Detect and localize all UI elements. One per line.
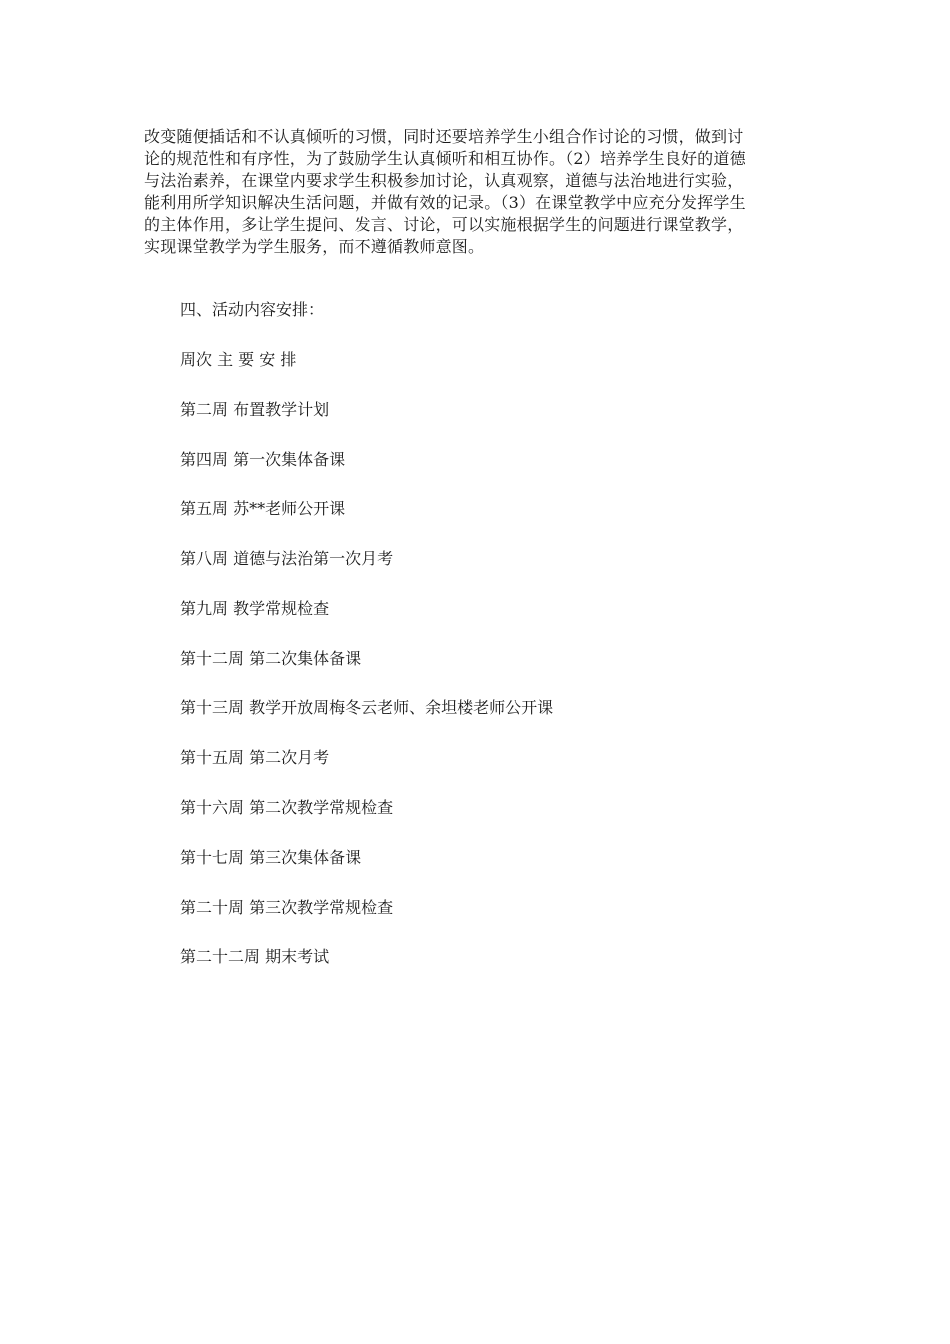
schedule-row: 第二十周 第三次教学常规检查 (180, 898, 394, 917)
schedule-row: 第十五周 第二次月考 (180, 748, 330, 767)
schedule-row: 第十三周 教学开放周梅冬云老师、余坦楼老师公开课 (180, 698, 554, 717)
schedule-row: 第九周 教学常规检查 (180, 599, 330, 618)
paragraph-line: 改变随便插话和不认真倾听的习惯，同时还要培养学生小组合作讨论的习惯，做到讨 (144, 127, 744, 146)
schedule-row: 第十二周 第二次集体备课 (180, 649, 362, 668)
schedule-row: 第五周 苏**老师公开课 (180, 499, 346, 518)
paragraph-line: 论的规范性和有序性，为了鼓励学生认真倾听和相互协作。（2）培养学生良好的道德 (144, 149, 746, 168)
paragraph-line: 的主体作用，多让学生提问、发言、讨论，可以实施根据学生的问题进行课堂教学， (144, 215, 744, 234)
paragraph-line: 与法治素养，在课堂内要求学生积极参加讨论，认真观察，道德与法治地进行实验， (144, 171, 744, 190)
section-heading: 四、活动内容安排： (180, 300, 325, 319)
paragraph-line: 实现课堂教学为学生服务，而不遵循教师意图。 (144, 237, 485, 256)
schedule-row: 第二十二周 期末考试 (180, 947, 330, 966)
schedule-header: 周次 主 要 安 排 (180, 350, 297, 369)
schedule-row: 第十七周 第三次集体备课 (180, 848, 362, 867)
schedule-row: 第十六周 第二次教学常规检查 (180, 798, 394, 817)
schedule-row: 第二周 布置教学计划 (180, 400, 330, 419)
schedule-row: 第八周 道德与法治第一次月考 (180, 549, 394, 568)
paragraph-line: 能利用所学知识解决生活问题，并做有效的记录。（3）在课堂教学中应充分发挥学生 (144, 193, 746, 212)
schedule-row: 第四周 第一次集体备课 (180, 450, 346, 469)
